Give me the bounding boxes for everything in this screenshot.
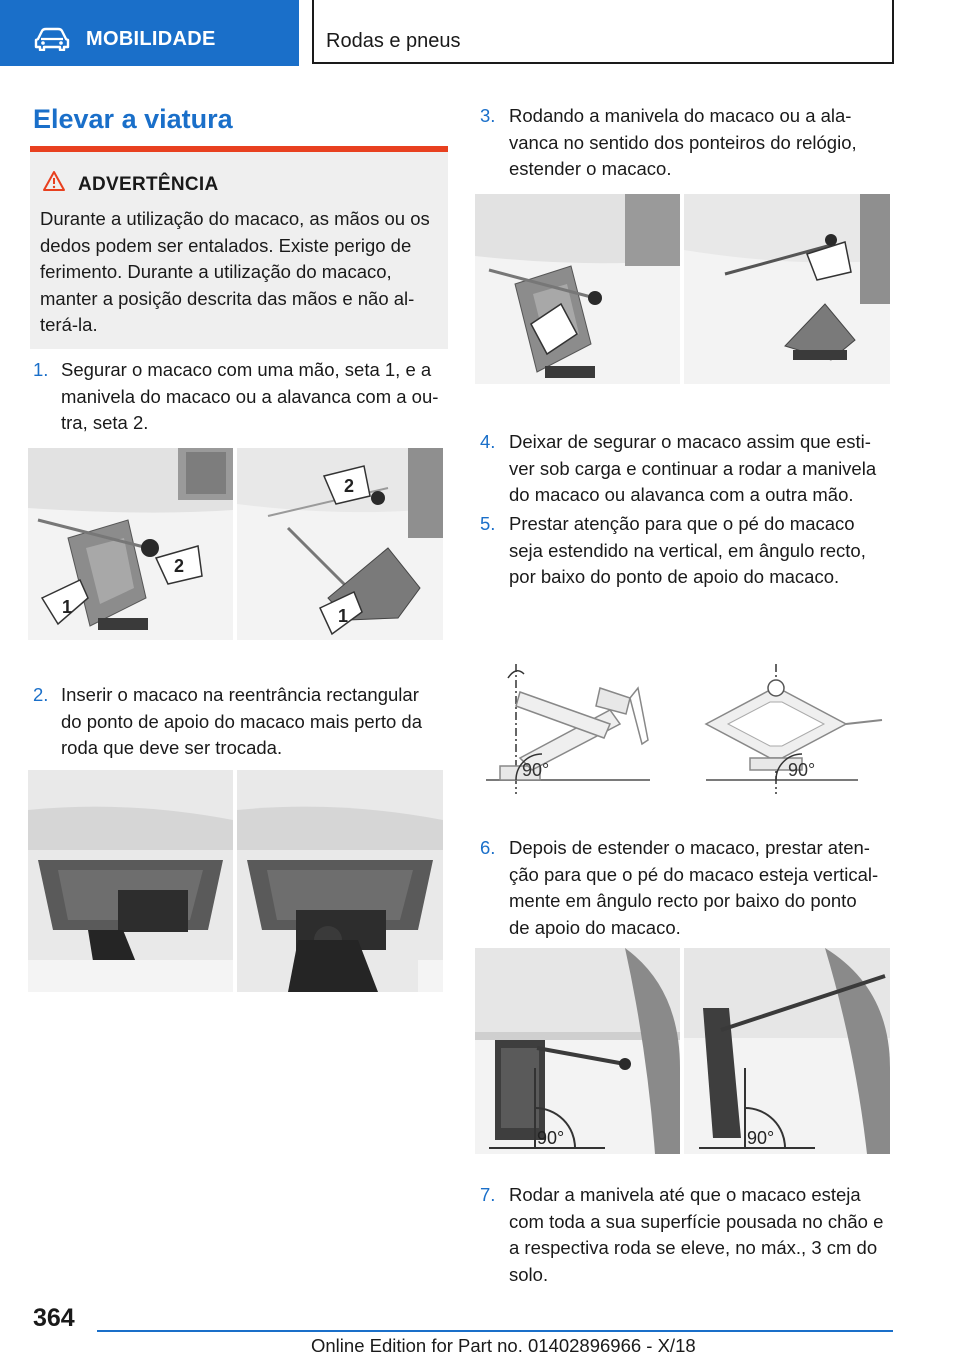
step-line: Rodar a manivela até que o macaco esteja: [509, 1184, 861, 1205]
step-number: 7.: [480, 1184, 496, 1205]
step-number: 6.: [480, 837, 496, 858]
step-number: 3.: [480, 105, 496, 126]
step-line: ver sob carga e continuar a rodar a manivela: [509, 457, 877, 479]
angle-label: 90°: [747, 1128, 775, 1148]
step-3: [480, 103, 895, 183]
figure-jack-angle-diagram: [480, 648, 890, 798]
step-line: com toda a sua superfície pousada no chão e: [509, 1210, 884, 1232]
section-title: MOBILIDADE: [86, 28, 216, 50]
step-number: 1.: [33, 359, 49, 380]
step-line: roda que deve ser trocada.: [61, 737, 283, 758]
step-line: Segurar o macaco com uma mão, seta 1, e a: [61, 359, 432, 380]
arrow-label: 1: [62, 597, 73, 617]
step-line: Rodando a manivela do macaco ou a ala-: [509, 105, 852, 126]
step-line: Deixar de segurar o macaco assim que esti-: [509, 431, 871, 452]
step-5: [480, 511, 895, 591]
step-number: 4.: [480, 431, 496, 452]
warning-triangle-icon: [42, 170, 66, 192]
step-line: Depois de estender o macaco, prestar aten-: [509, 837, 870, 858]
step-line: Inserir o macaco na reentrância rectangular: [61, 684, 419, 705]
step-number: 2.: [33, 684, 49, 705]
warning-line: terá-la.: [40, 314, 98, 335]
warning-text: [40, 206, 442, 339]
figure-jack-crank: [475, 194, 890, 384]
arrow-label: 1: [338, 606, 349, 626]
step-line: manivela do macaco ou a alavanca com a ou-: [61, 385, 439, 407]
warning-line: dedos podem ser entalados. Existe perigo de: [40, 234, 412, 256]
footer-divider: [97, 1330, 893, 1332]
step-1: [33, 357, 448, 437]
footer-edition: Online Edition for Part no. 01402896966 - X/18: [311, 1335, 696, 1356]
figure-jack-insert: [28, 770, 443, 992]
car-icon: [34, 27, 70, 51]
warning-line: manter a posição descrita das mãos e não al-: [40, 287, 415, 309]
angle-label: 90°: [788, 760, 816, 780]
step-line: do macaco ou alavanca com a outra mão.: [509, 484, 854, 505]
step-6: [480, 835, 895, 941]
warning-line: ferimento. Durante a utilização do macaco,: [40, 261, 392, 282]
step-4: [480, 429, 895, 509]
arrow-label: 2: [344, 476, 355, 496]
breadcrumb[interactable]: Rodas e pneus: [326, 30, 461, 52]
step-line: ção para que o pé do macaco esteja vertical-: [509, 863, 879, 885]
step-line: solo.: [509, 1263, 549, 1285]
step-line: vanca no sentido dos ponteiros do relógio,: [509, 131, 857, 153]
step-line: do ponto de apoio do macaco mais perto da: [61, 710, 422, 732]
page-title: Elevar a viatura: [33, 104, 233, 134]
angle-label: 90°: [537, 1128, 565, 1148]
figure-jack-vertical: [475, 948, 890, 1154]
step-line: de apoio do macaco.: [509, 916, 681, 938]
step-line: tra, seta 2.: [61, 412, 149, 433]
warning-heading: ADVERTÊNCIA: [78, 174, 219, 195]
step-line: seja estendido na vertical, em ângulo recto,: [509, 539, 866, 561]
step-7: [480, 1182, 900, 1288]
step-number: 5.: [480, 513, 496, 534]
step-line: mente em ângulo recto por baixo do ponto: [509, 890, 857, 911]
step-line: Prestar atenção para que o pé do macaco: [509, 513, 855, 534]
angle-label: 90°: [522, 760, 550, 780]
warning-line: Durante a utilização do macaco, as mãos ou os: [40, 208, 430, 229]
step-2: [33, 682, 448, 762]
page-number: 364: [33, 1304, 75, 1332]
arrow-label: 2: [174, 556, 185, 576]
step-line: a respectiva roda se eleve, no máx., 3 cm do: [509, 1237, 878, 1258]
figure-jack-grip: [28, 448, 443, 640]
step-line: por baixo do ponto de apoio do macaco.: [509, 566, 840, 587]
step-line: estender o macaco.: [509, 158, 672, 179]
